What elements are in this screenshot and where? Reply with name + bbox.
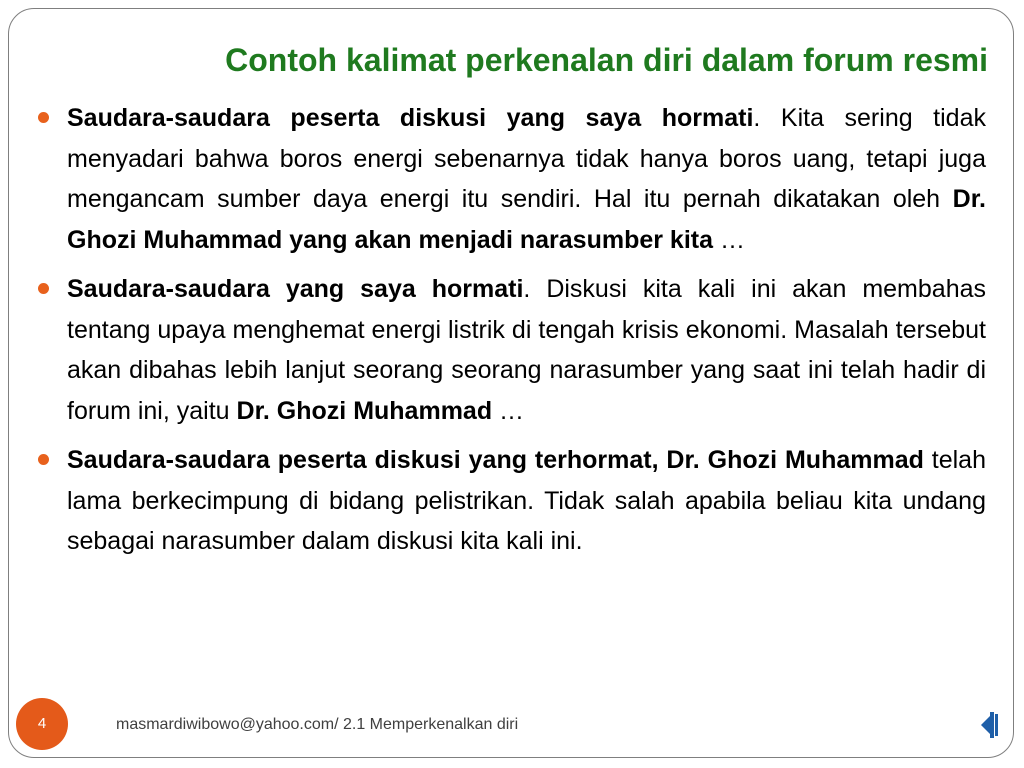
bullet-item-2 xyxy=(34,269,986,431)
slide-title: Contoh kalimat perkenalan diri dalam forum resmi xyxy=(225,42,988,78)
bullet-text xyxy=(67,275,986,425)
bold-phrase: Saudara-saudara yang saya hormati xyxy=(67,275,524,303)
page-number-badge: 4 xyxy=(16,698,68,750)
bullet-item-3 xyxy=(34,440,986,562)
bold-phrase: Dr. Ghozi Muhammad yang akan menjadi narasumber kita xyxy=(67,185,986,254)
bullet-text xyxy=(67,104,986,254)
bold-phrase: Dr. Ghozi Muhammad xyxy=(236,396,493,425)
home-back-arrow-icon[interactable] xyxy=(980,710,1000,740)
footer-text: masmardiwibowo@yahoo.com/ 2.1 Memperkenalkan diri xyxy=(116,716,519,733)
body-text: … xyxy=(713,225,745,254)
bullet-dot-icon xyxy=(38,283,49,294)
body-text: . Diskusi kita kali ini akan membahas tentang upaya menghemat energi listrik di tengah krisis ekonomi. Masalah tersebut akan dibahas lebih lanjut seorang seorang narasumber yang saat ini telah hadir di forum ini, yaitu xyxy=(67,275,986,425)
bullet-text xyxy=(67,446,986,555)
slide-content xyxy=(34,98,986,571)
bold-phrase: Saudara-saudara peserta diskusi yang saya hormati xyxy=(67,104,754,132)
bullet-dot-icon xyxy=(38,454,49,465)
body-text: . Kita sering tidak menyadari bahwa boros energi sebenarnya tidak hanya boros uang, tetapi juga mengancam sumber daya energi itu sendiri. Hal itu pernah dikatakan oleh xyxy=(67,104,986,213)
bullet-dot-icon xyxy=(38,112,49,123)
body-text: telah lama berkecimpung di bidang pelistrikan. Tidak salah apabila beliau kita undang sebagai narasumber dalam diskusi kita kali ini. xyxy=(67,446,986,555)
bullet-item-1 xyxy=(34,98,986,260)
body-text: … xyxy=(492,396,525,425)
bold-phrase: Saudara-saudara peserta diskusi yang terhormat, Dr. Ghozi Muhammad xyxy=(67,446,924,474)
